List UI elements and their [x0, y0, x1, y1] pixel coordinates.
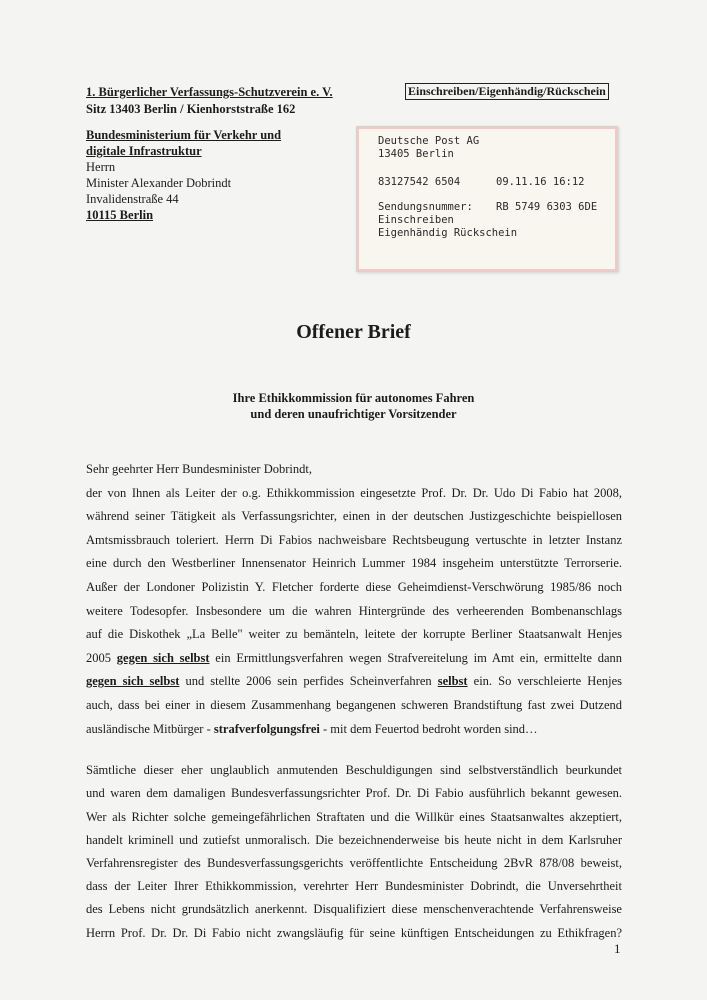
- label-tracking-label: Sendungsnummer:: [378, 201, 473, 213]
- label-tracking-row: [378, 201, 607, 214]
- subtitle-line2: und deren unaufrichtiger Vorsitzender: [250, 407, 457, 421]
- emphasis: selbst: [437, 674, 468, 689]
- body-line: auch, dass bei einer in diesem Zusammenhang begangenen schweren Brandstiftung fast zwei Dutzend: [86, 697, 622, 712]
- greeting: Sehr geehrter Herr Bundesminister Dobrindt,: [86, 462, 312, 476]
- body-line: während seiner Tätigkeit als Verfassungsrichter, einen in der deutschen Justizgeschichte beispiellosen: [86, 509, 622, 524]
- mail-type-box: Einschreiben/Eigenhändig/Rückschein: [405, 83, 609, 100]
- body-line: des Lebens nicht grundsätzlich anerkennt. Disqualifiziert diese menschenverachtende Verfahrensweise: [86, 902, 622, 917]
- label-company: Deutsche Post AG: [378, 135, 480, 147]
- body-line: Außer der Londoner Polizistin Y. Fletcher forderte diese Geheimdienst-Verschwörung 1985/86 noch: [86, 579, 622, 594]
- subtitle-line1: Ihre Ethikkommission für autonomes Fahren: [232, 391, 475, 405]
- label-tracking-number: RB 5749 6303 6DE: [496, 201, 598, 213]
- recipient-name: Minister Alexander Dobrindt: [86, 176, 232, 190]
- body-line: weitere Todesopfer. Insbesondere um die wahren Hintergründe des verheerenden Bombenanschlags: [86, 603, 622, 618]
- paragraph-1: [86, 458, 622, 741]
- body-line: Amtsmissbrauch toleriert. Herrn Di Fabios nachweisbare Rechtsbeugung vertuschte in letzter Instanz: [86, 532, 622, 547]
- body-line: ausländische Mitbürger - strafverfolgungsfrei - mit dem Feuertod bedroht worden sind…: [86, 721, 538, 736]
- sender-address: Sitz 13403 Berlin / Kienhorststraße 162: [86, 102, 296, 116]
- body-line: 2005 gegen sich selbst ein Ermittlungsverfahren wegen Strafvereitelung im Amt ein, ermittelte dann: [86, 650, 623, 665]
- label-code-row: [378, 176, 607, 189]
- recipient-city: 10115 Berlin: [86, 208, 154, 222]
- body-line: und waren dem damaligen Bundesverfassungsrichter Prof. Dr. Di Fabio ausführlich bekannt gewesen.: [86, 786, 622, 801]
- emphasis: strafverfolgungsfrei: [213, 721, 320, 736]
- label-service2: Eigenhändig Rückschein: [378, 227, 518, 239]
- sender-name: 1. Bürgerlicher Verfassungs-Schutzverein e. V.: [86, 85, 333, 99]
- recipient-street: Invalidenstraße 44: [86, 192, 179, 206]
- body-line: Sämtliche dieser eher unglaublich anmutenden Beschuldigungen sind selbstverständlich beurkundet: [86, 763, 622, 778]
- body-line: Verfahrensregister des Bundesverfassungsgerichts veröffentlichte Entscheidung 2BvR 878/08 beweist,: [86, 855, 622, 870]
- recipient-salutation: Herrn: [86, 160, 116, 174]
- body-line: Herrn Prof. Dr. Dr. Di Fabio nicht zwangsläufig für seine künftigen Entscheidungen zu Ethikfragen?: [86, 925, 622, 940]
- paragraph-2: [86, 759, 622, 945]
- body-line: auf die Diskothek „La Belle" weiter zu bemänteln, leitete der korrupte Berliner Staatsanwalt Henjes: [86, 627, 622, 642]
- body-line: handelt kriminell und zutiefst unmoralisch. Die bezeichnenderweise bis heute nicht in dem Karlsruher: [86, 832, 622, 847]
- recipient-org-line2: digitale Infrastruktur: [86, 144, 202, 158]
- body-line: dass der Leiter Ihrer Ethikkommission, verehrter Herr Bundesminister Dobrindt, die Unversehrtheit: [86, 879, 622, 894]
- label-datetime: 09.11.16 16:12: [496, 176, 585, 188]
- letter-subtitle: [0, 390, 707, 422]
- page-number: 1: [614, 941, 621, 956]
- letter-body: [86, 458, 622, 945]
- body-line: gegen sich selbst und stellte 2006 sein perfides Scheinverfahren selbst ein. So verschleierte Henjes: [86, 674, 622, 689]
- emphasis: gegen sich selbst: [86, 674, 180, 689]
- body-line: der von Ihnen als Leiter der o.g. Ethikkommission eingesetzte Prof. Dr. Dr. Udo Di Fabio hat 2008,: [86, 485, 622, 500]
- postal-label: [356, 126, 618, 272]
- sender-block: [86, 84, 333, 118]
- label-code: 83127542 6504: [378, 176, 461, 188]
- body-line: eine durch den Westberliner Innensenator Heinrich Lummer 1984 insgeheim unterstützte Terrorserie.: [86, 556, 622, 571]
- recipient-block: [86, 127, 281, 223]
- recipient-org-line1: Bundesministerium für Verkehr und: [86, 128, 282, 142]
- label-service1: Einschreiben: [378, 214, 454, 226]
- emphasis: gegen sich selbst: [116, 650, 210, 665]
- label-office: 13405 Berlin: [378, 148, 454, 160]
- body-line: Wer als Richter solche gemeingefährlichen Straftaten und die Willkür eines Staatsanwaltes akzeptiert,: [86, 809, 622, 824]
- letter-title: Offener Brief: [296, 321, 411, 343]
